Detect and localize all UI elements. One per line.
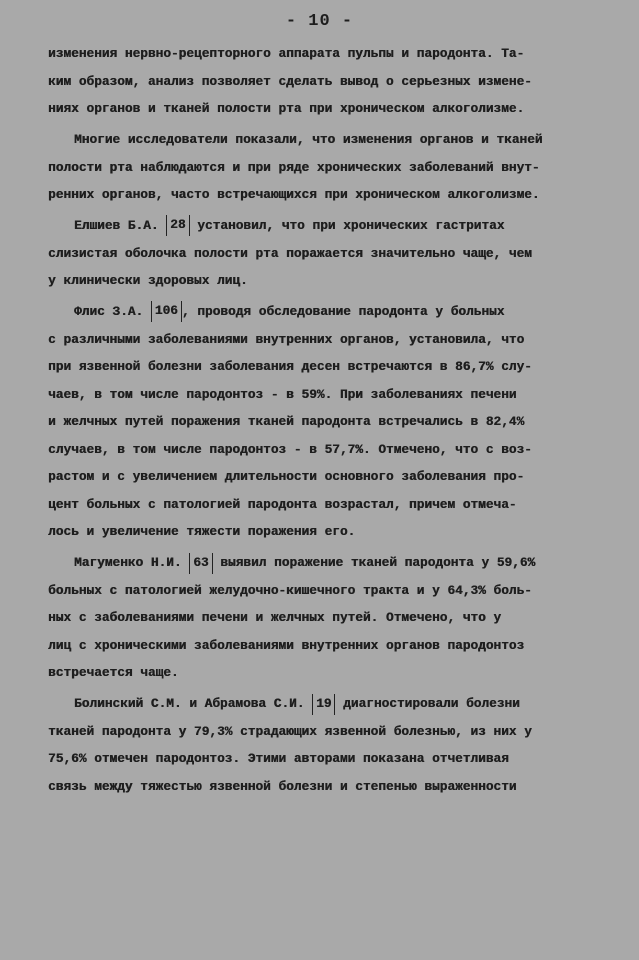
text-line — [48, 632, 596, 660]
line-text: диагностировали болезни — [335, 696, 520, 712]
text-line — [48, 518, 596, 546]
text-line — [48, 577, 596, 605]
line-text: тканей пародонта у 79,3% страдающих язвенной болезнью, из них у — [48, 723, 532, 739]
line-text: растом и с увеличением длительности основного заболевания про- — [48, 469, 525, 485]
line-text: полости рта наблюдаются и при ряде хронических заболеваний внут- — [48, 159, 540, 175]
line-text: установил, что при хронических гастритах — [189, 218, 505, 234]
line-text: ниях органов и тканей полости рта при хроническом алкоголизме. — [48, 101, 525, 116]
line-text: ренних органов, часто встречающихся при хроническом алкоголизме. — [48, 187, 540, 203]
body-text — [48, 40, 596, 800]
line-text: чаев, в том числе пародонтоз - в 59%. При заболеваниях печени — [48, 386, 517, 402]
line-text: Флис З.А. — [74, 304, 151, 320]
text-line — [48, 326, 596, 354]
text-line — [48, 267, 596, 295]
line-text: лиц с хроническими заболеваниями внутренних органов пародонтоз — [48, 637, 525, 653]
line-text: при язвенной болезни заболевания десен встречаются в 86,7% слу- — [48, 359, 532, 375]
text-line — [48, 408, 596, 436]
line-text: выявил поражение тканей пародонта у 59,6% — [212, 555, 536, 571]
line-text: встречается чаще. — [48, 665, 179, 681]
citation-ref: 28 — [166, 215, 189, 236]
line-text: больных с патологией желудочно-кишечного тракта и у 64,3% боль- — [48, 582, 532, 598]
text-line — [48, 690, 596, 718]
line-text: Болинский С.М. и Абрамова С.И. — [74, 696, 313, 712]
text-line — [48, 463, 596, 491]
text-line — [48, 240, 596, 268]
line-text: связь между тяжестью язвенной болезни и степенью выраженности — [48, 778, 517, 794]
citation-ref: 106 — [151, 301, 182, 322]
line-text: ных с заболеваниями печени и желчных путей. Отмечено, что у — [48, 610, 502, 626]
text-line — [48, 95, 596, 123]
line-text: 75,6% отмечен пародонтоз. Этими авторами показана отчетливая — [48, 751, 509, 767]
text-line — [48, 40, 596, 68]
text-line — [48, 154, 596, 182]
text-line — [48, 68, 596, 96]
citation-ref: 63 — [189, 553, 212, 574]
text-line — [48, 491, 596, 519]
text-line — [48, 212, 596, 240]
text-line — [48, 181, 596, 209]
line-text: и желчных путей поражения тканей пародонта встречались в 82,4% — [48, 414, 525, 430]
text-line — [48, 549, 596, 577]
line-text: Елшиев Б.А. — [74, 218, 167, 234]
text-line — [48, 126, 596, 154]
line-text: случаев, в том числе пародонтоз - в 57,7%. Отмечено, что с воз- — [48, 441, 532, 457]
text-line — [48, 381, 596, 409]
line-text: лось и увеличение тяжести поражения его. — [48, 524, 356, 540]
text-line — [48, 718, 596, 746]
page-number: - 10 - — [285, 12, 354, 31]
line-text: Магуменко Н.И. — [74, 555, 190, 571]
text-line — [48, 745, 596, 773]
line-text: изменения нервно-рецепторного аппарата пульпы и пародонта. Та- — [48, 46, 525, 61]
text-line — [48, 773, 596, 801]
text-line — [48, 436, 596, 464]
text-line — [48, 659, 596, 687]
line-text: с различными заболеваниями внутренних органов, установила, что — [48, 331, 525, 347]
text-line — [48, 353, 596, 381]
line-text: , проводя обследование пародонта у больных — [181, 304, 505, 320]
citation-ref: 19 — [312, 694, 335, 715]
line-text: у клинически здоровых лиц. — [48, 273, 248, 289]
text-line — [48, 604, 596, 632]
line-text: Многие исследователи показали, что изменения органов и тканей — [74, 132, 543, 148]
line-text: слизистая оболочка полости рта поражается значительно чаще, чем — [48, 245, 532, 261]
text-line — [48, 298, 596, 326]
line-text: ким образом, анализ позволяет сделать вывод о серьезных измене- — [48, 73, 532, 89]
line-text: цент больных с патологией пародонта возрастал, причем отмеча- — [48, 496, 517, 512]
